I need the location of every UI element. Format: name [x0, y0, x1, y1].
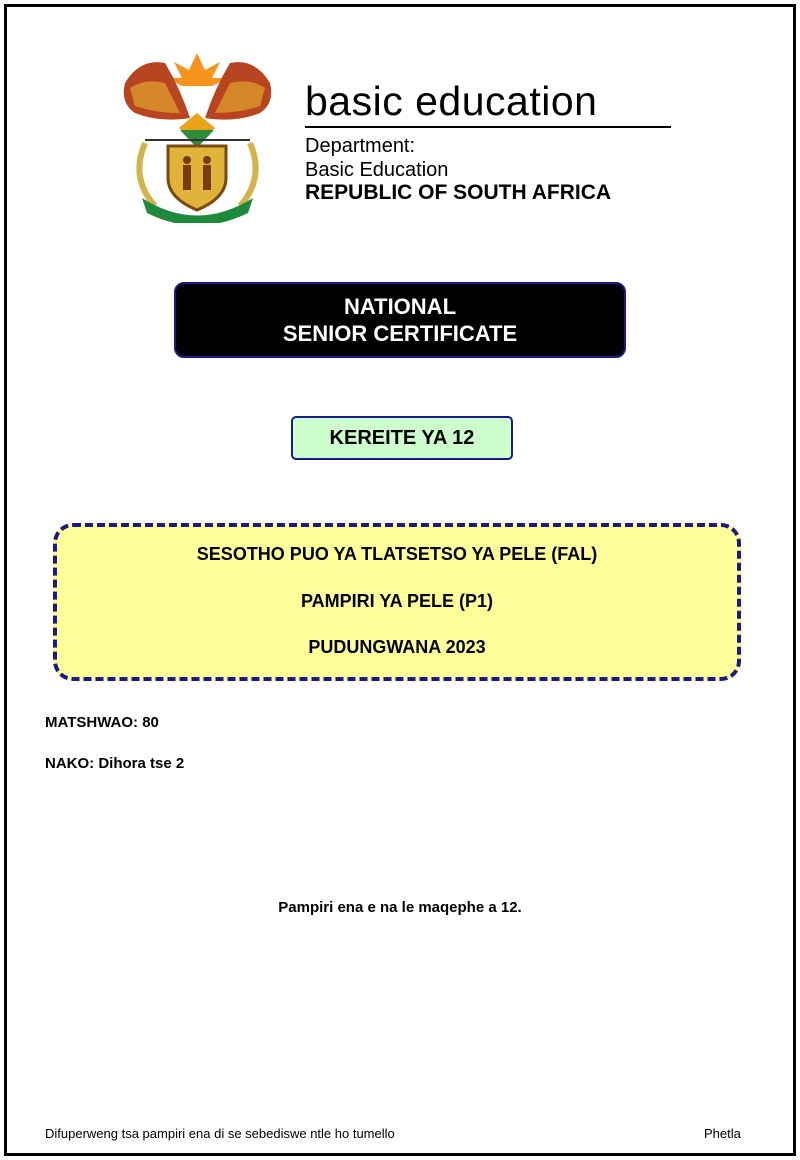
certificate-banner: [174, 282, 626, 358]
department-name: [305, 134, 448, 182]
paper-title: PAMPIRI YA PELE (P1): [300, 591, 494, 611]
marks-total: MATSHWAO: 80: [45, 714, 159, 731]
exam-duration: NAKO: Dihora tse 2: [45, 755, 185, 772]
exam-session: PUDUNGWANA 2023: [308, 637, 486, 657]
coat-of-arms-logo: [120, 48, 275, 223]
copyright-notice: Difuperweng tsa pampiri ena di se sebediswe ntle ho tumello: [45, 1126, 395, 1141]
certificate-line2: SENIOR CERTIFICATE: [282, 321, 518, 346]
department-label: Department:: [305, 135, 416, 157]
subject-box: [53, 523, 741, 681]
subject-title: SESOTHO PUO YA TLATSETSO YA PELE (FAL): [196, 544, 598, 564]
brand-divider: [305, 126, 671, 128]
brand-name: basic education: [305, 78, 598, 124]
turn-over-label: Phetla: [704, 1126, 741, 1141]
country-name: REPUBLIC OF SOUTH AFRICA: [305, 181, 612, 204]
certificate-line1: NATIONAL: [343, 294, 457, 319]
department-value: Basic Education: [305, 159, 449, 181]
grade-badge: KEREITE YA 12: [291, 416, 513, 460]
page-count-note: Pampiri ena e na le maqephe a 12.: [278, 899, 522, 916]
